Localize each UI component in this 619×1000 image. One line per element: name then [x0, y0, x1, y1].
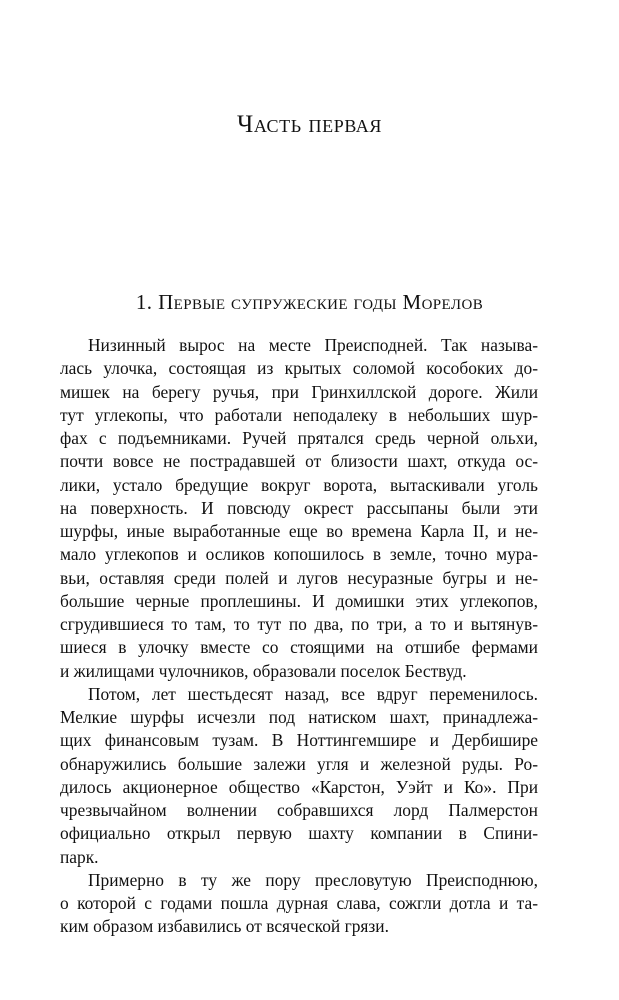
text-line: шиеся в улочку вместе со стоящими на отшибе фермами [60, 637, 538, 658]
text-line: мало углекопов и осликов копошилось в земле, точно мура- [60, 544, 538, 565]
text-line: на поверхность. И повсюду окрест рассыпаны были эти [60, 497, 538, 518]
text-line: Примерно в ту же пору пресловутую Преисподнюю, [88, 869, 538, 890]
paragraph-2 [60, 683, 538, 869]
text-line: лась улочка, состоящая из крытых соломой кособоких до- [60, 358, 538, 379]
text-line: официально открыл первую шахту компании в Спини- [60, 823, 538, 844]
text-line: чрезвычайном волнении собравшихся лорд Палмерстон [60, 800, 538, 820]
text-line: сгрудившиеся то там, то тут по два, по три, а то и вытянув- [60, 614, 538, 634]
text-line: шурфы, иные выработанные еще во времена Карла II, и не- [60, 521, 538, 541]
text-line: тут углекопы, что работали неподалеку в небольших шур- [60, 404, 538, 425]
chapter-title: 1. Первые супружеские годы Морелов [135, 290, 484, 314]
text-line: ким образом избавились от всяческой грязи. [60, 916, 389, 937]
text-line: щих финансовым тузам. В Ноттингемшире и Дербишире [60, 730, 538, 751]
text-line: Потом, лет шестьдесят назад, все вдруг переменилось. [88, 683, 538, 704]
text-line: мишек на берегу ручья, при Гринхиллской дороге. Жили [60, 381, 538, 402]
text-line: Мелкие шурфы исчезли под натиском шахт, принадлежа- [60, 707, 538, 727]
text-line: парк. [60, 846, 99, 867]
part-title: Часть первая [236, 111, 383, 138]
text-line: почти вовсе не пострадавшей от близости шахт, откуда ос- [60, 451, 538, 472]
text-line: о которой с годами пошла дурная слава, сожгли дотла и та- [60, 893, 538, 913]
text-line: обнаружились большие залежи угля и железной руды. Ро- [60, 753, 538, 774]
paragraph-1 [60, 334, 538, 683]
text-line: лики, устало бредущие вокруг ворота, вытаскивали уголь [60, 474, 538, 495]
text-line: фах с подъемниками. Ручей прятался средь черной ольхи, [60, 428, 538, 448]
paragraph-3 [60, 869, 538, 939]
text-line: и жилищами чулочников, образовали поселок Бествуд. [60, 660, 467, 681]
text-line: большие черные проплешины. И домишки этих углекопов, [60, 590, 538, 611]
chapter-body [60, 334, 538, 939]
text-line: дилось акционерное общество «Карстон, Уэйт и Ко». При [60, 776, 538, 797]
text-line: Низинный вырос на месте Преисподней. Так называ- [88, 335, 538, 355]
text-line: вьи, оставляя среди полей и лугов несуразные бугры и не- [60, 567, 538, 588]
